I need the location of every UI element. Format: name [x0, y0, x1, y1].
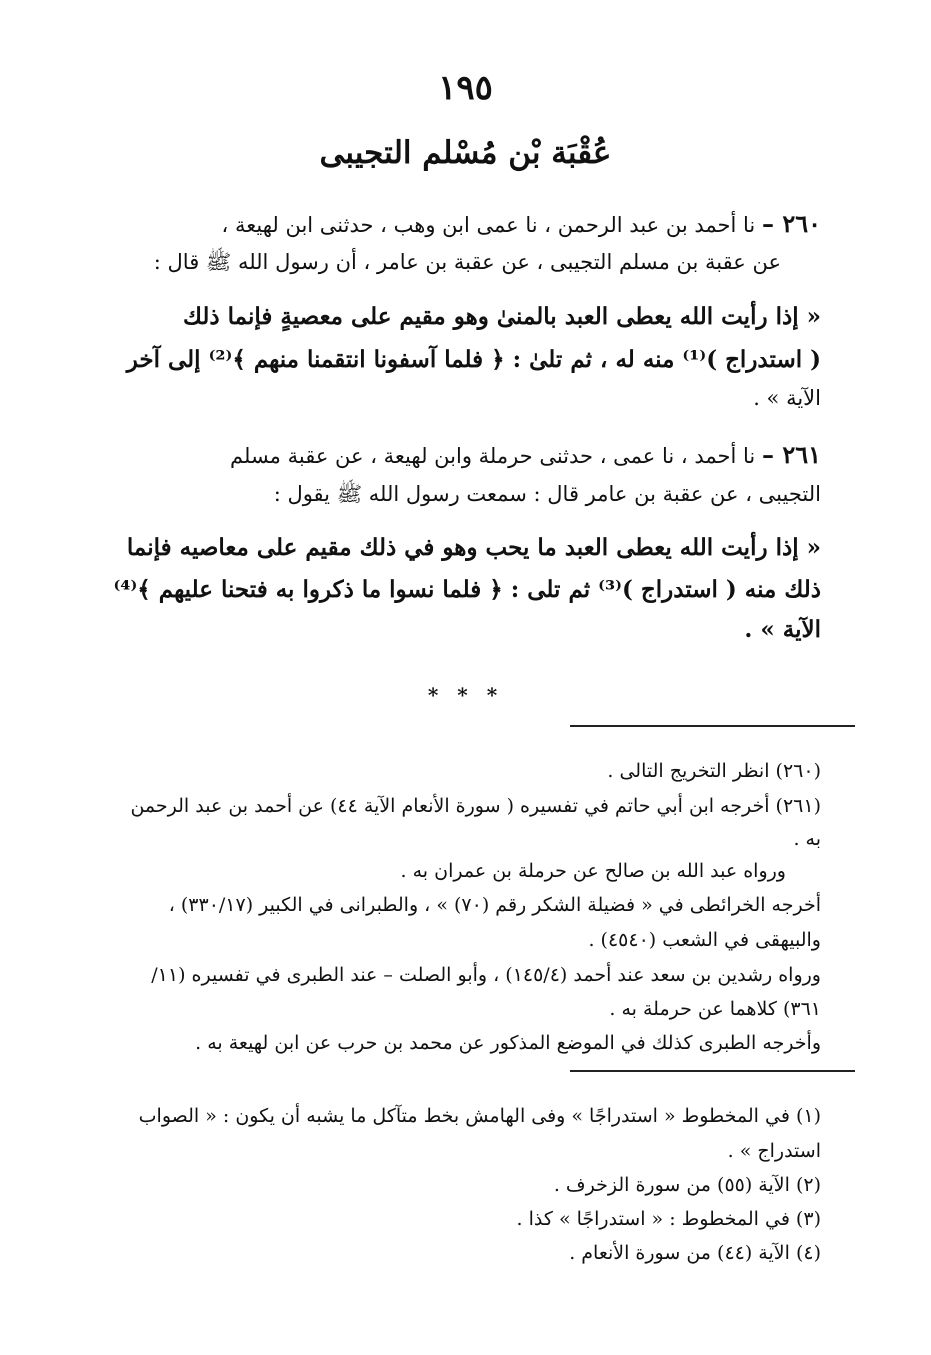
takhrij-line-1: (٢٦٠) انظر التخريج التالى . [607, 760, 821, 782]
takhrij-line-8: ٣٦١) كلاهما عن حرملة به . [609, 998, 821, 1020]
section-separator: * * * [427, 683, 504, 707]
hadith-260-isnad-text1: نا أحمد بن عبد الرحمن ، نا عمى ابن وهب ، حدثنى ابن لهيعة ، [221, 213, 756, 237]
takhrij-line-4: ورواه عبد الله بن صالح عن حرملة بن عمران به . [400, 860, 786, 882]
takhrij-line-9: وأخرجه الطبرى كذلك في الموضع المذكور عن محمد بن حرب عن ابن لهيعة به . [195, 1032, 821, 1054]
takhrij-line-3: به . [793, 828, 821, 850]
footnote-4: (٤) الآية (٤٤) من سورة الأنعام . [569, 1242, 821, 1264]
hadith-260-matn-line3: الآية » . [753, 386, 821, 410]
hadith-261-isnad-line2: التجيبى ، عن عقبة بن عامر قال : سمعت رسول الله ﷺ يقول : [273, 482, 821, 506]
chapter-title: عُقْبَة بْن مُسْلم التجيبى [319, 135, 612, 171]
hadith-260-isnad-line1 [110, 209, 821, 238]
hadith-260-isnad-line2: عن عقبة بن مسلم التجيبى ، عن عقبة بن عامر ، أن رسول الله ﷺ قال : [153, 250, 781, 274]
takhrij-line-5: أخرجه الخرائطى في « فضيلة الشكر رقم (٧٠) » ، والطبرانى في الكبير (٣٣٠/١٧) ، [168, 894, 821, 916]
hadith-260-matn-line1: « إذا رأيت الله يعطى العبد بالمنىٰ وهو مقيم على معصيةٍ فإنما ذلك [183, 303, 821, 330]
footnote-2: (٢) الآية (٥٥) من سورة الزخرف . [553, 1174, 821, 1196]
hadith-261-matn-line3: الآية » . [744, 616, 821, 643]
hadith-261-isnad-line1 [110, 440, 821, 469]
hadith-261-matn-line1: « إذا رأيت الله يعطى العبد ما يحب وهو في ذلك مقيم على معاصيه فإنما [126, 534, 821, 561]
hadith-261-number: ٢٦١ – [761, 440, 821, 469]
footnote-3: (٣) في المخطوط : « استدراجًا » كذا . [516, 1208, 821, 1230]
takhrij-rule [570, 725, 855, 727]
hadith-260-number: ٢٦٠ – [761, 209, 821, 238]
footnote-1-line2: استدراج » . [727, 1140, 821, 1162]
hadith-260-matn-line2: ( استدراج )⁽¹⁾ منه له ، ثم تلىٰ : ﴿ فلما آسفونا انتقمنا منهم ﴾⁽²⁾ إلى آخر [126, 346, 821, 373]
footnotes-rule [570, 1070, 855, 1072]
footnote-1-line1: (١) في المخطوط « استدراجًا » وفى الهامش بخط متآكل ما يشبه أن يكون : « الصواب [138, 1105, 821, 1127]
hadith-261-matn-line2: ذلك منه ( استدراج )⁽³⁾ ثم تلى : ﴿ فلما نسوا ما ذكروا به فتحنا عليهم ﴾⁽⁴⁾ [113, 576, 821, 603]
takhrij-line-6: والبيهقى في الشعب (٤٥٤٠) . [588, 929, 821, 951]
page-number: ١٩٥ [438, 68, 493, 108]
takhrij-line-2: (٢٦١) أخرجه ابن أبي حاتم في تفسيره ( سورة الأنعام الآية ٤٤) عن أحمد بن عبد الرحمن [130, 795, 821, 817]
hadith-261-isnad-text1: نا أحمد ، نا عمى ، حدثنى حرملة وابن لهيعة ، عن عقبة مسلم [230, 444, 756, 468]
takhrij-line-7: ورواه رشدين بن سعد عند أحمد (١٤٥/٤) ، وأبو الصلت – عند الطبرى في تفسيره (١١/ [151, 964, 821, 986]
